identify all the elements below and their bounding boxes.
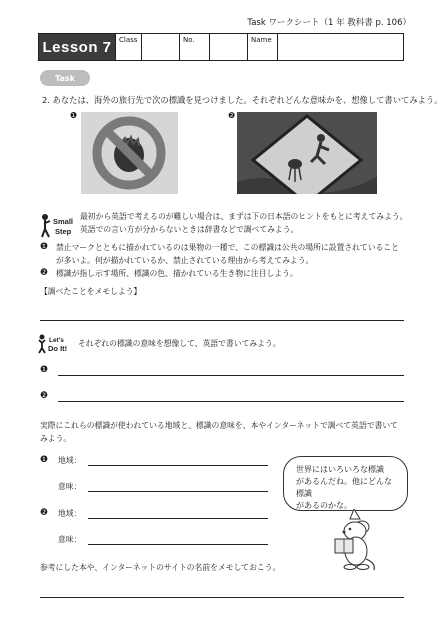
number-label: No. xyxy=(179,34,209,60)
svg-text:Do It!: Do It! xyxy=(48,344,68,353)
durian-prohibition-sign-image xyxy=(81,112,178,194)
region-label-2: 地域： xyxy=(58,509,82,518)
student-info-table xyxy=(38,33,404,61)
small-step-line-1: 最初から英語で考えるのが難しい場合は、まずは下の日本語のヒントをもとに考えてみよう。 xyxy=(80,212,408,221)
task-label: Task xyxy=(40,70,90,86)
bubble-line-3: があるのかな。 xyxy=(296,501,352,510)
answer-line-2[interactable] xyxy=(58,401,404,402)
meaning-label-1: 意味： xyxy=(58,482,82,491)
jellyfish-warning-sign-image xyxy=(237,112,377,194)
svg-text:Small: Small xyxy=(53,217,74,226)
lets-do-it-icon xyxy=(38,334,74,354)
region-label-1: 地域： xyxy=(58,456,82,465)
class-field[interactable] xyxy=(141,34,179,60)
research-line-2: みよう。 xyxy=(40,434,72,443)
answer-line-1[interactable] xyxy=(58,375,404,376)
region-line-2[interactable] xyxy=(88,518,268,519)
svg-text:Let's: Let's xyxy=(49,337,64,344)
question-text: 2. あなたは、海外の旅行先で次の標識を見つけました。それぞれどんな意味かを、想像して書いてみよう。 xyxy=(42,95,443,105)
hint-mark-2: ❷ xyxy=(40,268,49,278)
meaning-line-1[interactable] xyxy=(88,491,268,492)
reference-note: 参考にした本や、インターネットのサイトの名前をメモしておこう。 xyxy=(40,563,281,572)
meaning-line-2[interactable] xyxy=(88,544,268,545)
research-line-1: 実際にこれらの標識が使われている地域と、標識の意味を、本やインターネットで調べて英語で書いて xyxy=(40,421,398,430)
number-field[interactable] xyxy=(209,34,247,60)
meaning-label-2: 意味： xyxy=(58,535,82,544)
bubble-line-2: があるんだね。他にどんな標識 xyxy=(296,477,392,498)
image-number-2: ❷ xyxy=(228,111,236,120)
region-line-1[interactable] xyxy=(88,465,268,466)
class-label: Class xyxy=(115,34,141,60)
mouse-reading-book-illustration xyxy=(330,509,380,571)
hint-1-line-1: 禁止マークとともに描かれているのは果物の一種で、この標識は公共の場所に設置されていること xyxy=(56,243,399,252)
memo-label: 【調べたことをメモしよう】 xyxy=(40,287,142,296)
answer-mark-2: ❷ xyxy=(40,391,49,401)
worksheet-header-note: Task ワークシート（1 年 教科書 p. 106） xyxy=(247,18,411,28)
answer-mark-1: ❶ xyxy=(40,365,49,375)
name-field[interactable] xyxy=(277,34,403,60)
small-step-icon xyxy=(40,213,76,239)
speech-bubble xyxy=(283,456,408,511)
bubble-line-1: 世界にはいろいろな標識 xyxy=(296,465,384,474)
research-mark-1: ❶ xyxy=(40,455,49,465)
research-mark-2: ❷ xyxy=(40,508,49,518)
name-label: Name xyxy=(247,34,277,60)
lets-do-text: それぞれの標識の意味を想像して、英語で書いてみよう。 xyxy=(78,339,281,348)
svg-text:Step: Step xyxy=(55,227,72,236)
hint-mark-1: ❶ xyxy=(40,242,49,252)
lesson-badge: Lesson 7 xyxy=(39,34,115,60)
small-step-line-2: 英語での言い方が分からないときは辞書などで調べてみよう。 xyxy=(80,225,299,234)
reference-writing-line[interactable] xyxy=(40,597,404,598)
hint-2-line-1: 標識が指し示す場所、標識の色、描かれている生き物に注目しよう。 xyxy=(56,269,298,278)
hint-1-line-2: が多いよ。何が描かれているか、禁止されている理由から考えてみよう。 xyxy=(56,256,314,265)
memo-writing-line[interactable] xyxy=(40,320,404,321)
image-number-1: ❶ xyxy=(70,111,78,120)
